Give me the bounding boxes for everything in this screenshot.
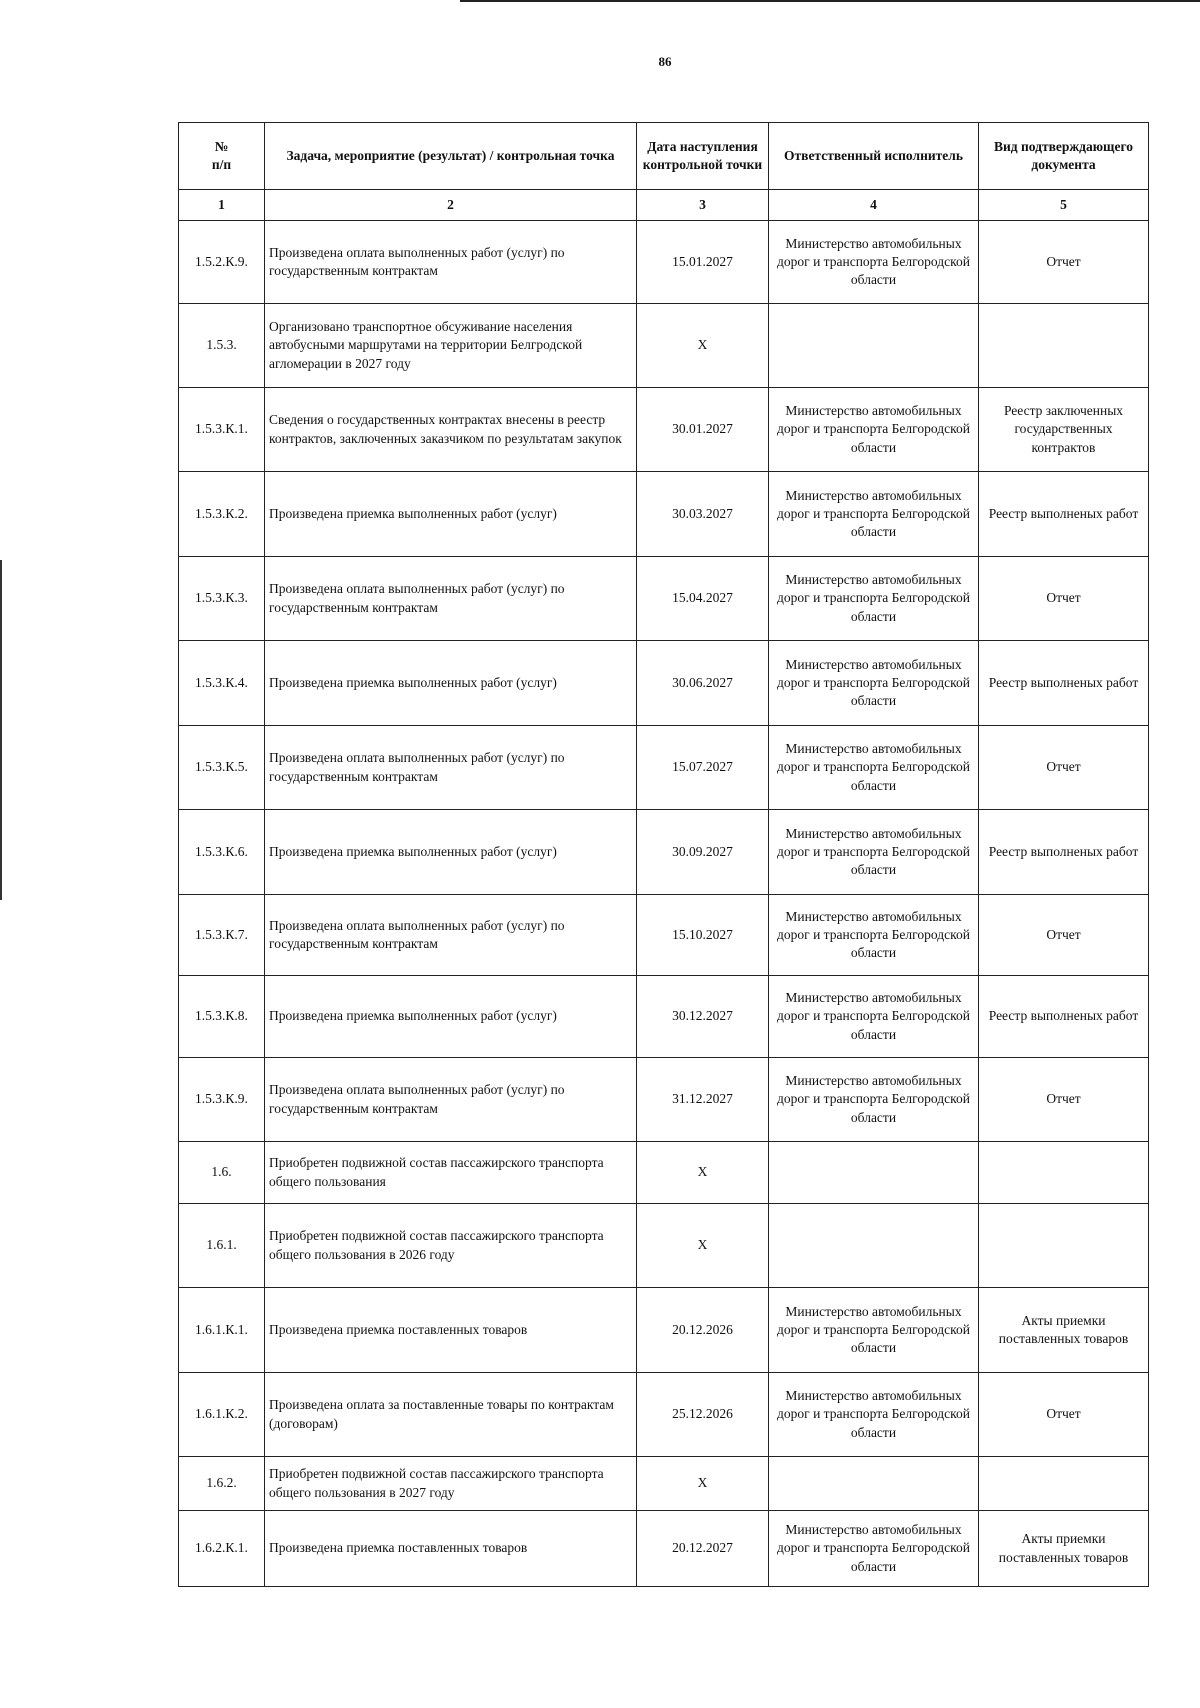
table-row [179,976,1149,1058]
row-date: X [637,1204,769,1288]
table-row [179,895,1149,976]
table-row [179,1142,1149,1204]
row-document [979,1204,1149,1288]
row-task: Произведена оплата за поставленные товары по контрактам (договорам) [265,1373,637,1457]
row-document [979,1457,1149,1511]
row-document: Реестр выполненых работ [979,472,1149,557]
header-task: Задача, мероприятие (результат) / контрольная точка [265,123,637,190]
table-row [179,388,1149,472]
scan-top-line [460,0,1200,2]
row-executor: Министерство автомобильных дорог и транспорта Белгородской области [769,557,979,641]
table-row [179,810,1149,895]
row-document [979,1142,1149,1204]
row-document: Акты приемки поставленных товаров [979,1288,1149,1373]
row-executor [769,1142,979,1204]
row-executor: Министерство автомобильных дорог и транспорта Белгородской области [769,1288,979,1373]
row-document: Реестр выполненых работ [979,641,1149,726]
row-document: Отчет [979,895,1149,976]
row-document: Акты приемки поставленных товаров [979,1511,1149,1587]
row-executor: Министерство автомобильных дорог и транспорта Белгородской области [769,976,979,1058]
row-task: Произведена приемка выполненных работ (услуг) [265,641,637,726]
table-row [179,472,1149,557]
row-task: Произведена приемка выполненных работ (услуг) [265,810,637,895]
row-date: 30.09.2027 [637,810,769,895]
row-date: 15.07.2027 [637,726,769,810]
row-document: Отчет [979,557,1149,641]
row-executor: Министерство автомобильных дорог и транспорта Белгородской области [769,1511,979,1587]
column-number: 1 [179,190,265,221]
row-number: 1.6.2. [179,1457,265,1511]
row-executor: Министерство автомобильных дорог и транспорта Белгородской области [769,1058,979,1142]
row-task: Произведена оплата выполненных работ (услуг) по государственным контрактам [265,895,637,976]
row-task: Произведена оплата выполненных работ (услуг) по государственным контрактам [265,726,637,810]
row-number: 1.5.3.К.8. [179,976,265,1058]
row-executor [769,304,979,388]
row-executor: Министерство автомобильных дорог и транспорта Белгородской области [769,641,979,726]
table-row [179,641,1149,726]
row-task: Приобретен подвижной состав пассажирского транспорта общего пользования в 2027 году [265,1457,637,1511]
row-task: Приобретен подвижной состав пассажирского транспорта общего пользования [265,1142,637,1204]
row-executor: Министерство автомобильных дорог и транспорта Белгородской области [769,472,979,557]
row-number: 1.5.3.К.3. [179,557,265,641]
row-date: 30.01.2027 [637,388,769,472]
row-number: 1.5.3.К.1. [179,388,265,472]
column-numbers-row [179,190,1149,221]
row-executor: Министерство автомобильных дорог и транспорта Белгородской области [769,895,979,976]
row-task: Организовано транспортное обсуживание населения автобусными маршрутами на территории Белгродской агломерации в 2027 году [265,304,637,388]
row-number: 1.6.1.К.2. [179,1373,265,1457]
column-number: 5 [979,190,1149,221]
row-executor: Министерство автомобильных дорог и транспорта Белгородской области [769,810,979,895]
row-document: Реестр выполненых работ [979,976,1149,1058]
row-task: Произведена приемка поставленных товаров [265,1288,637,1373]
row-task: Произведена оплата выполненных работ (услуг) по государственным контрактам [265,221,637,304]
row-date: 25.12.2026 [637,1373,769,1457]
row-task: Произведена оплата выполненных работ (услуг) по государственным контрактам [265,557,637,641]
row-executor: Министерство автомобильных дорог и транспорта Белгородской области [769,388,979,472]
header-date: Дата наступления контрольной точки [637,123,769,190]
table-row [179,726,1149,810]
header-executor: Ответственный исполнитель [769,123,979,190]
row-number: 1.5.3.К.5. [179,726,265,810]
row-date: 20.12.2026 [637,1288,769,1373]
table-header-row [179,123,1149,190]
row-date: 30.03.2027 [637,472,769,557]
row-number: 1.5.3.К.4. [179,641,265,726]
table-row [179,221,1149,304]
scan-edge-mark [0,560,2,900]
row-date: 30.12.2027 [637,976,769,1058]
table-row [179,1511,1149,1587]
table-row [179,557,1149,641]
row-number: 1.5.3. [179,304,265,388]
row-task: Произведена приемка выполненных работ (услуг) [265,976,637,1058]
row-task: Приобретен подвижной состав пассажирского транспорта общего пользования в 2026 году [265,1204,637,1288]
row-document: Отчет [979,1373,1149,1457]
row-executor [769,1457,979,1511]
header-number-text: № п/п [211,138,232,172]
row-document: Отчет [979,221,1149,304]
row-date: 20.12.2027 [637,1511,769,1587]
row-date: 30.06.2027 [637,641,769,726]
row-number: 1.6.2.К.1. [179,1511,265,1587]
row-task: Произведена приемка поставленных товаров [265,1511,637,1587]
page-number: 86 [658,54,672,69]
column-number: 2 [265,190,637,221]
row-date: 31.12.2027 [637,1058,769,1142]
row-number: 1.5.3.К.6. [179,810,265,895]
row-date: 15.01.2027 [637,221,769,304]
row-task: Сведения о государственных контрактах внесены в реестр контрактов, заключенных заказчиком по результатам закупок [265,388,637,472]
row-date: 15.04.2027 [637,557,769,641]
table-row [179,1058,1149,1142]
row-executor [769,1204,979,1288]
row-number: 1.5.3.К.9. [179,1058,265,1142]
row-executor: Министерство автомобильных дорог и транспорта Белгородской области [769,1373,979,1457]
header-number [179,123,265,190]
header-document: Вид подтверждающего документа [979,123,1149,190]
row-number: 1.6.1. [179,1204,265,1288]
row-number: 1.5.3.К.7. [179,895,265,976]
row-executor: Министерство автомобильных дорог и транспорта Белгородской области [769,221,979,304]
row-number: 1.6.1.К.1. [179,1288,265,1373]
control-points-table [178,122,1149,1587]
row-document [979,304,1149,388]
row-document: Реестр заключенных государственных контрактов [979,388,1149,472]
table-row [179,1204,1149,1288]
table-row [179,1288,1149,1373]
row-document: Отчет [979,726,1149,810]
row-date: X [637,1457,769,1511]
row-task: Произведена приемка выполненных работ (услуг) [265,472,637,557]
row-date: X [637,304,769,388]
column-number: 4 [769,190,979,221]
table-row [179,304,1149,388]
row-number: 1.5.3.К.2. [179,472,265,557]
row-number: 1.6. [179,1142,265,1204]
row-date: X [637,1142,769,1204]
row-number: 1.5.2.К.9. [179,221,265,304]
table-row [179,1457,1149,1511]
row-executor: Министерство автомобильных дорог и транспорта Белгородской области [769,726,979,810]
row-document: Реестр выполненых работ [979,810,1149,895]
row-task: Произведена оплата выполненных работ (услуг) по государственным контрактам [265,1058,637,1142]
row-document: Отчет [979,1058,1149,1142]
table-row [179,1373,1149,1457]
row-date: 15.10.2027 [637,895,769,976]
column-number: 3 [637,190,769,221]
